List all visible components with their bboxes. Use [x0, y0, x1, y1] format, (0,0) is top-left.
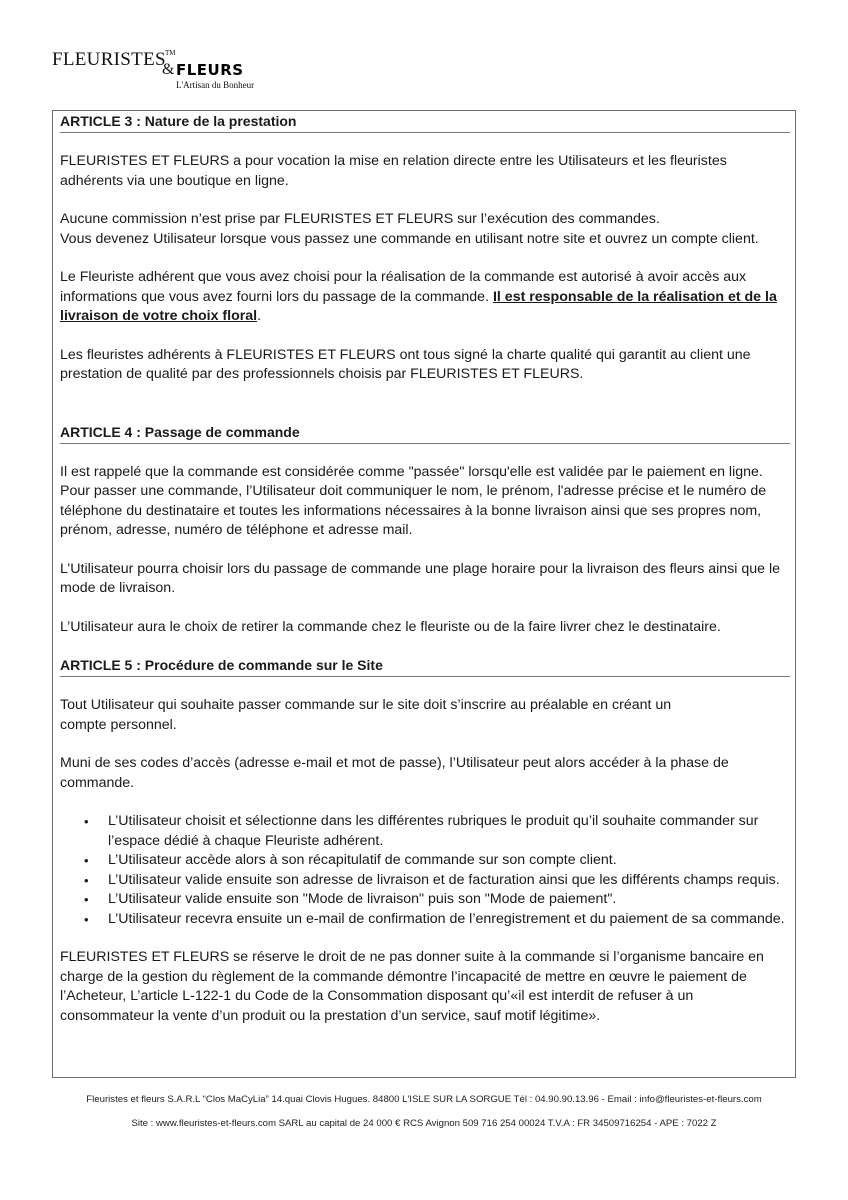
logo-tagline: L'Artisan du Bonheur: [176, 80, 255, 90]
article-heading: ARTICLE 3 : Nature de la prestation: [60, 112, 790, 133]
paragraph-text: Le Fleuriste adhérent que vous avez choisi pour la réalisation de la commande est autorisé à avoir accès aux informations que vous avez fourni lors du passage de la commande.: [60, 269, 747, 305]
logo-ampersand: &: [162, 61, 175, 78]
paragraph: Muni de ses codes d’accès (adresse e-mail et mot de passe), l’Utilisateur peut alors accéder à la phase de commande.: [60, 755, 729, 791]
paragraph: FLEURISTES ET FLEURS se réserve le droit de ne pas donner suite à la commande si l’organisme bancaire en charge de la gestion du règlement de la commande démontre l’incapacité de mettre en œuvre le paiement de l’Acheteur, L’article L-122-1 du Code de la Consommation disposant qu’«il est interdit de refuser à un consommateur la vente d’un produit ou la prestation d’un service, sauf motif légitime».: [60, 949, 764, 1024]
paragraph: compte personnel.: [60, 716, 177, 733]
footer-legal: Site : www.fleuristes-et-fleurs.com SARL au capital de 24 000 € RCS Avignon 509 716 254 00024 T.V.A : FR 34509716254 - APE : 7022 Z: [131, 1118, 717, 1129]
article-4: [60, 423, 790, 657]
order-steps-list: [60, 812, 790, 929]
article-heading: ARTICLE 4 : Passage de commande: [60, 423, 790, 444]
list-item: • L’Utilisateur valide ensuite son adresse de livraison et de facturation ainsi que les différents champs requis.: [108, 871, 790, 891]
article-3: [60, 112, 790, 423]
paragraph-period: .: [257, 308, 262, 324]
paragraph: FLEURISTES ET FLEURS a pour vocation la mise en relation directe entre les Utilisateurs et les fleuristes adhérents via une boutique en ligne.: [60, 153, 727, 189]
paragraph: Tout Utilisateur qui souhaite passer commande sur le site doit s’inscrire au préalable en créant un: [60, 697, 672, 713]
logo-trademark: TM: [165, 49, 176, 57]
logo-fleurs-text: FLEURS: [176, 61, 244, 79]
footer-address: Fleuristes et fleurs S.A.R.L “Clos MaCyLia” 14.quai Clovis Hugues. 84800 L'ISLE SUR LA SORGUE Tél : 04.90.90.13.96 - Email : info@fleuristes-et-fleurs.com: [86, 1094, 762, 1105]
list-item: • L’Utilisateur valide ensuite son "Mode de livraison" puis son "Mode de paiement".: [108, 890, 790, 910]
responsibility-emphasis: Il est responsable de la réalisation et de la livraison de votre choix floral: [60, 288, 777, 324]
logo-fleuristes-text: FLEURISTES: [52, 49, 166, 70]
paragraph: L’Utilisateur aura le choix de retirer la commande chez le fleuriste ou de la faire livrer chez le destinataire.: [60, 618, 721, 635]
paragraph: Pour passer une commande, l’Utilisateur doit communiquer le nom, le prénom, l'adresse précise et le numéro de téléphone du destinataire et toutes les informations nécessaires à la bonne livraison ainsi que ses propres nom, prénom, adresse, numéro de téléphone et adresse mail.: [60, 483, 767, 538]
paragraph: Il est rappelé que la commande est considérée comme "passée" lorsqu'elle est validée par le paiement en ligne.: [60, 463, 763, 480]
paragraph: Vous devenez Utilisateur lorsque vous passez une commande en utilisant notre site et ouvrez un compte client.: [60, 230, 759, 247]
list-item: • L’Utilisateur accède alors à son récapitulatif de commande sur son compte client.: [108, 851, 790, 871]
paragraph: Les fleuristes adhérents à FLEURISTES ET FLEURS ont tous signé la charte qualité qui garantit au client une prestation de qualité par des professionnels choisis par FLEURISTES ET FLEURS.: [60, 346, 751, 382]
brand-logo: [52, 49, 262, 99]
article-5: [60, 656, 790, 1026]
list-item: • L’Utilisateur choisit et sélectionne dans les différentes rubriques le produit qu’il souhaite commander sur l’espace dédié à chaque Fleuriste adhérent.: [108, 812, 790, 851]
list-item: • L’Utilisateur recevra ensuite un e-mail de confirmation de l’enregistrement et du paiement de sa commande.: [108, 910, 790, 930]
paragraph: Aucune commission n’est prise par FLEURISTES ET FLEURS sur l’exécution des commandes.: [60, 211, 660, 227]
article-heading: ARTICLE 5 : Procédure de commande sur le Site: [60, 656, 790, 677]
paragraph: L’Utilisateur pourra choisir lors du passage de commande une plage horaire pour la livraison des fleurs ainsi que le mode de livraison.: [60, 560, 781, 596]
paragraph: [60, 268, 790, 327]
document-body: [60, 112, 790, 1026]
